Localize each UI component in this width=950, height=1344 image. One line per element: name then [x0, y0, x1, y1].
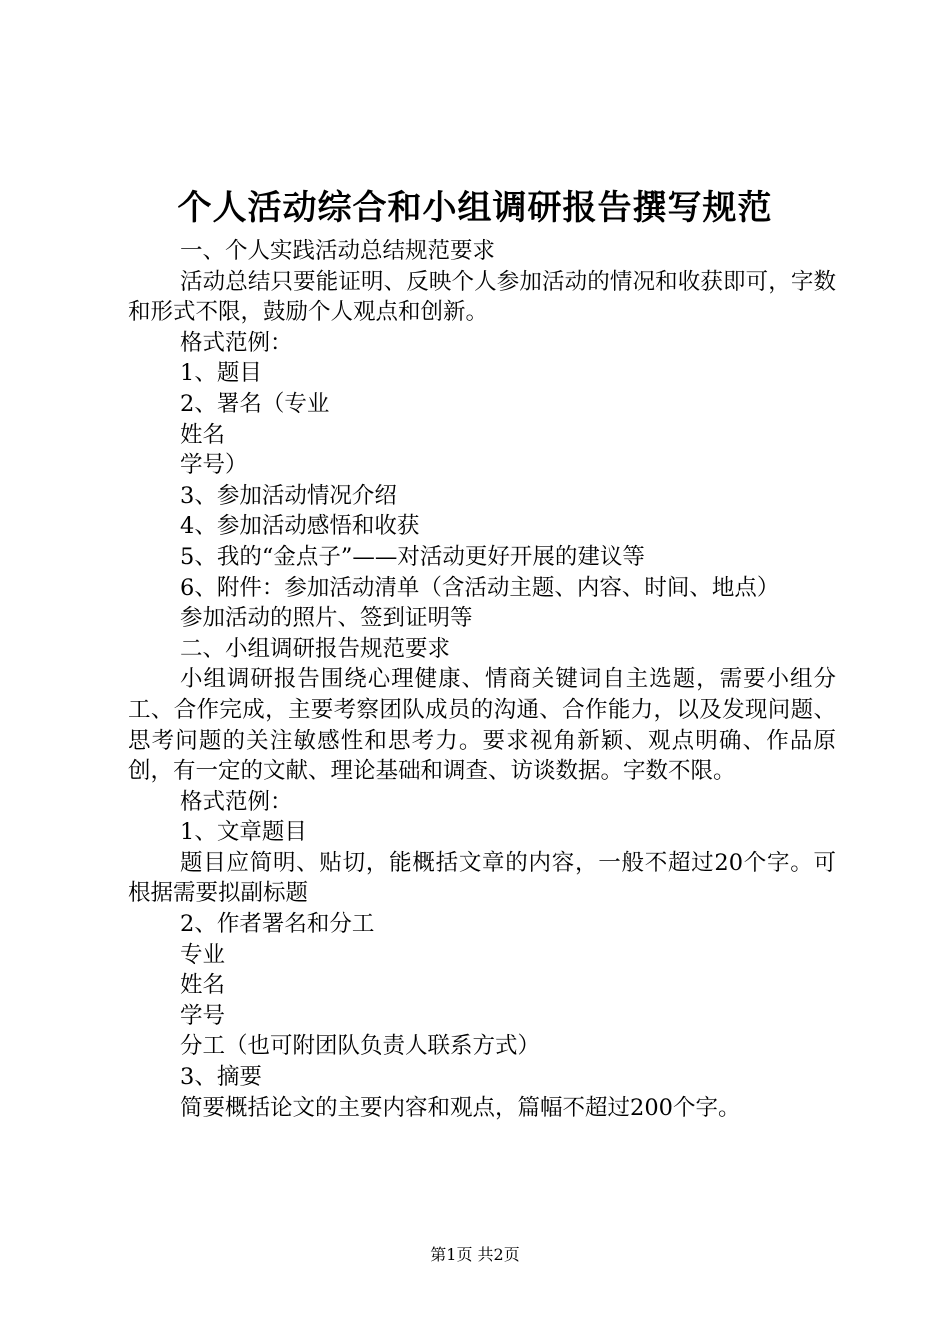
list-item-reflection: 4、参加活动感悟和收获 [180, 513, 420, 540]
list-item-abstract: 3、摘要 [180, 1064, 262, 1091]
list-item-name: 姓名 [180, 421, 226, 448]
list-item-photos: 参加活动的照片、签到证明等 [180, 605, 473, 632]
list-item-activity-intro: 3、参加活动情况介绍 [180, 482, 397, 509]
list-item-author-division: 2、作者署名和分工 [180, 911, 375, 938]
list-item-title: 1、题目 [180, 360, 262, 387]
list-item-author-name: 姓名 [180, 972, 226, 999]
paragraph-title-guidance: 题目应简明、贴切，能概括文章的内容，一般不超过20个字。可根据需要拟副标题 [128, 849, 836, 907]
paragraph-abstract-guidance: 简要概括论文的主要内容和观点，篇幅不超过200个字。 [180, 1094, 741, 1121]
list-item-attachments: 6、附件：参加活动清单（含活动主题、内容、时间、地点） [180, 574, 780, 601]
paragraph-report-requirement: 小组调研报告围绕心理健康、情商关键词自主选题，需要小组分工、合作完成，主要考察团队成员的沟通、合作能力，以及发现问题、思考问题的关注敏感性和思考力。要求视角新颖、观点明确、作品原创，有一定的文献、理论基础和调查、访谈数据。字数不限。 [128, 666, 836, 785]
document-title: 个人活动综合和小组调研报告撰写规范 [177, 188, 773, 228]
section-heading-1: 一、个人实践活动总结规范要求 [180, 238, 496, 264]
format-example-label-1: 格式范例： [180, 329, 293, 356]
list-item-division-of-work: 分工（也可附团队负责人联系方式） [180, 1033, 541, 1060]
document-body [128, 236, 836, 1123]
list-item-major: 专业 [180, 941, 226, 968]
list-item-suggestions: 5、我的“金点子”——对活动更好开展的建议等 [180, 543, 645, 570]
list-item-signature: 2、署名（专业 [180, 390, 330, 417]
list-item-author-id: 学号 [180, 1002, 226, 1029]
paragraph-summary-requirement: 活动总结只要能证明、反映个人参加活动的情况和收获即可，字数和形式不限，鼓励个人观点和创新。 [128, 268, 836, 326]
list-item-student-id: 学号） [180, 452, 248, 479]
section-heading-2: 二、小组调研报告规范要求 [180, 635, 451, 662]
format-example-label-2: 格式范例： [180, 788, 293, 815]
list-item-article-title: 1、文章题目 [180, 819, 307, 846]
page-footer: 第1页 共2页 [430, 1245, 520, 1264]
